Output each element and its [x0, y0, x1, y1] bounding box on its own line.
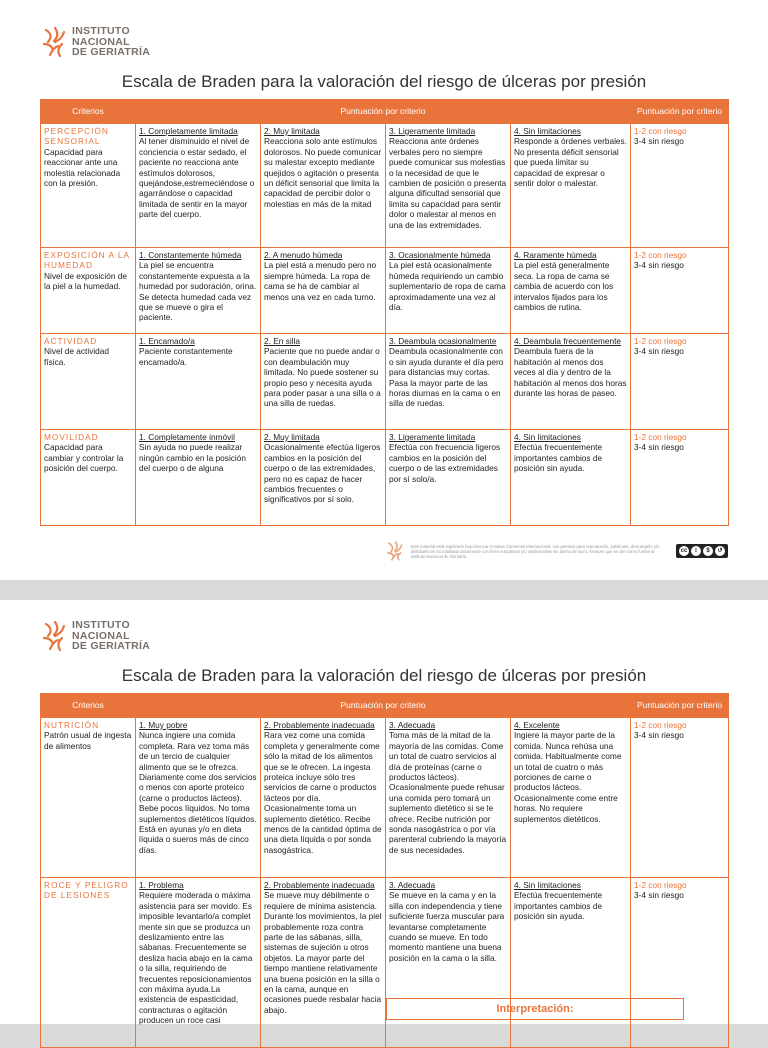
option-heading: 3. Ocasionalmente húmeda [389, 250, 491, 260]
option-description: Efectúa con frecuencia ligeros cambios en la posición del cuerpo o de las extremidades por sí solo/a. [389, 442, 501, 484]
criterion-row [41, 430, 729, 526]
option-heading: 1. Completamente limitada [139, 126, 238, 136]
option-description: Rara vez come una comida completa y generalmente come sólo la mitad de los alimentos que se le ofrecen. La ingesta proteica incluye sólo tres servicios de carne o productos lácteos por día. Ocasionalmente toma un suplemento dietético. Recibe menos de la cantidad óptima de una dieta líquida o por sonda nasogástrica. [264, 730, 382, 855]
criterion-cell [41, 124, 136, 248]
logo-line-1: INSTITUTO [72, 619, 130, 631]
option-heading: 2. Muy limitada [264, 126, 320, 136]
option-heading: 2. Probablemente inadecuada [264, 880, 375, 890]
option-cell [136, 334, 261, 430]
option-cell [136, 124, 261, 248]
puntuacion-header: Puntuación por criterio [136, 694, 631, 718]
logo-line-2: NACIONAL [72, 35, 130, 48]
option-cell [511, 248, 631, 334]
score-cell [631, 878, 729, 1048]
option-heading: 4. Excelente [514, 720, 560, 730]
option-cell [136, 248, 261, 334]
option-heading: 2. Probablemente inadecuada [264, 720, 375, 730]
score-norisk: 3-4 sin riesgo [634, 442, 684, 453]
option-description: Reacciona ante órdenes verbales pero no siempre puede comunicar sus molestias o la necesidad de que le cambien de posición o presenta alguna dificultad sensorial que limita su capacidad para sentir dolor o malestar al menos en una de las extremidades. [389, 136, 507, 230]
option-description: La piel está a menudo pero no siempre húmeda. La ropa de cama se ha de cambiar al menos una vez en cada turno. [264, 260, 377, 302]
score-cell [631, 430, 729, 526]
cc-icon: cc [680, 548, 688, 554]
option-description: Al tener disminuido el nivel de conciencia o estar sedado, el paciente no reacciona ante estímulos dolorosos, quejándose,estremeciéndose o agarrándose o capacidad limitada de sentir en la mayor parte del cuerpo. [139, 136, 255, 220]
by-icon: i [691, 546, 701, 556]
criterion-description: Patrón usual de ingesta de alimentos [44, 730, 132, 751]
score-risk: 1-2 con riesgo [634, 432, 687, 442]
interpretacion-box: Interpretación: [386, 998, 684, 1020]
option-cell [386, 248, 511, 334]
option-heading: 1. Constantemente húmeda [139, 250, 242, 260]
option-cell [261, 718, 386, 878]
option-description: Reacciona solo ante estímulos dolorosos. No puede comunicar su malestar excepto mediante quejidos o agitación o presenta un déficit sensorial que limita la capacidad de percibir dolor o molestias en más de la mitad [264, 136, 382, 209]
option-heading: 4. Deambula frecuentemente [514, 336, 622, 346]
option-cell [386, 334, 511, 430]
option-heading: 2. En silla [264, 336, 300, 346]
geriatria-logo-icon [40, 620, 70, 654]
score-risk: 1-2 con riesgo [634, 250, 687, 260]
option-cell [261, 334, 386, 430]
logo-line-3: DE GERIATRÍA [72, 640, 151, 652]
criterion-row [41, 248, 729, 334]
option-cell [386, 878, 511, 1048]
institute-logo [40, 26, 150, 60]
option-description: Efectúa frecuentemente importantes cambios de posición sin ayuda. [514, 890, 603, 922]
option-heading: 3. Ligeramente limitada [389, 126, 476, 136]
option-cell [386, 718, 511, 878]
criterion-name: ACTIVIDAD [44, 336, 98, 346]
braden-table-page-2 [40, 693, 729, 1048]
option-heading: 4. Sin limitaciones [514, 126, 581, 136]
score-risk: 1-2 con riesgo [634, 880, 687, 890]
option-cell [511, 718, 631, 878]
braden-table-page-1 [40, 99, 729, 526]
score-norisk: 3-4 sin riesgo [634, 136, 684, 147]
option-heading: 2. Muy limitada [264, 432, 320, 442]
criterion-cell [41, 718, 136, 878]
score-risk: 1-2 con riesgo [634, 336, 687, 346]
score-norisk: 3-4 sin riesgo [634, 730, 684, 741]
option-heading: 3. Ligeramente limitada [389, 432, 476, 442]
criterion-name: ROCE Y PELIGRO DE LESIONES [44, 880, 129, 901]
option-heading: 4. Sin limitaciones [514, 880, 581, 890]
criterion-row [41, 334, 729, 430]
criterios-header: Criterios [41, 100, 136, 124]
criterion-cell [41, 334, 136, 430]
logo-line-3: DE GERIATRÍA [72, 46, 151, 58]
license-text: Este material está registrado bajo licencia Creative Commons Internacional, con permiso para reproducirlo, publicarlo, descargarlo y/o distribuirlo en su totalidad únicamente con fines educativos y/o asistenciales sin ánimo de lucro, siempre que se cite como fuente al Instituto Nacional de Geriatría. [410, 543, 660, 559]
criterios-header: Criterios [41, 694, 136, 718]
option-cell [386, 430, 511, 526]
criterion-cell [41, 248, 136, 334]
option-cell [261, 124, 386, 248]
option-cell [511, 334, 631, 430]
option-cell [386, 124, 511, 248]
option-description: Toma más de la mitad de la mayoría de las comidas. Come un total de cuatro servicios al día de proteínas (carne o productos lácteos). Ocasionalmente puede rehusar una comida pero tomará un suplemento dietético si se le ofrece. Recibe nutrición por sonda nasogástrica o por vía parenteral cubriendo la mayoría de sus necesidades. [389, 730, 507, 855]
score-risk: 1-2 con riesgo [634, 126, 687, 136]
option-heading: 4. Sin limitaciones [514, 432, 581, 442]
option-description: Deambula ocasionalmente con o sin ayuda durante el día pero para distancias muy cortas. Pasa la mayor parte de las horas diurnas en la cama o en silla de ruedas. [389, 346, 504, 409]
option-description: Ingiere la mayor parte de la comida. Nunca rehúsa una comida. Habitualmente come un total de cuatro o más porciones de carne o productos lácteos. Ocasionalmente come entre horas. No requiere suplementos dietéticos. [514, 730, 622, 824]
option-heading: 4. Raramente húmeda [514, 250, 597, 260]
option-description: Efectúa frecuentemente importantes cambios de posición sin ayuda. [514, 442, 603, 474]
creative-commons-badge[interactable] [676, 544, 728, 558]
sa-icon: ↺ [715, 546, 725, 556]
score-cell [631, 248, 729, 334]
score-header: Puntuación por criterio [631, 100, 729, 124]
score-risk: 1-2 con riesgo [634, 720, 687, 730]
option-description: Se mueve en la cama y en la silla con independencia y tiene suficiente fuerza muscular para levantarse completamente cuando se mueve. En todo momento mantiene una buena posición en la cama o la silla. [389, 890, 505, 963]
option-cell [136, 718, 261, 878]
criterion-name: EXPOSICIÓN A LA HUMEDAD [44, 250, 130, 271]
option-description: Responde a órdenes verbales. No presenta déficit sensorial que pueda limitar su capacidad de expresar o sentir dolor o malestar. [514, 136, 628, 189]
page-2 [0, 600, 768, 1024]
geriatria-logo-icon [40, 26, 70, 60]
criterion-description: Nivel de exposición de la piel a la humedad. [44, 270, 128, 292]
option-description: La piel está generalmente seca. La ropa de cama se cambia de acuerdo con los intervalos fijados para los cambios de rutina. [514, 260, 614, 313]
institute-logo-2 [40, 620, 150, 654]
option-heading: 1. Completamente inmóvil [139, 432, 235, 442]
criterion-description: Capacidad para cambiar y controlar la posición del cuerpo. [44, 442, 124, 474]
criterion-description: Nivel de actividad física. [44, 346, 110, 367]
table-header [41, 694, 729, 718]
score-cell [631, 334, 729, 430]
option-heading: 1. Encamado/a [139, 336, 195, 346]
option-heading: 3. Adecuada [389, 720, 436, 730]
logo-line-1: INSTITUTO [72, 25, 130, 37]
page-title: Escala de Braden para la valoración del riesgo de úlceras por presión [121, 72, 647, 91]
option-description: Sin ayuda no puede realizar ningún cambio en la posición del cuerpo o de alguna [139, 442, 247, 474]
option-heading: 1. Muy pobre [139, 720, 188, 730]
option-description: Paciente constantemente encamado/a. [139, 346, 233, 367]
score-cell [631, 124, 729, 248]
option-description: La piel está ocasionalmente húmeda requiriendo un cambio suplementario de ropa de cama aproximadamente una vez al día. [389, 260, 506, 313]
puntuacion-header: Puntuación por criterio [136, 100, 631, 124]
option-cell [511, 124, 631, 248]
option-cell [136, 430, 261, 526]
option-description: Ocasionalmente efectúa ligeros cambios en la posición del cuerpo o de las extremidades, pero no es capaz de hacer cambios frecuentes o significativos por sí solo. [264, 442, 381, 505]
table-header [41, 100, 729, 124]
page-title-2: Escala de Braden para la valoración del riesgo de úlceras por presión [121, 666, 647, 685]
option-description: La piel se encuentra constantemente expuesta a la humedad por sudoración, orina. Se detecta humedad cada vez que se mueve o gira el paciente. [139, 260, 257, 323]
criterion-name: NUTRICIÓN [44, 720, 100, 730]
criterion-row [41, 878, 729, 1048]
criterion-description: Capacidad para reaccionar ante una molestia relacionada con la presión. [44, 146, 121, 189]
institute-small-logo-icon [385, 540, 407, 562]
logo-line-2: NACIONAL [72, 629, 130, 642]
license-block [385, 540, 728, 562]
option-heading: 2. A menudo húmeda [264, 250, 343, 260]
criterion-name: PERCEPCIÓN SENSORIAL [44, 126, 109, 147]
option-cell [511, 430, 631, 526]
option-heading: 3. Adecuada [389, 880, 436, 890]
nc-icon: $ [703, 546, 713, 556]
option-cell [136, 878, 261, 1048]
option-description: Paciente que no puede andar o con deambulación muy limitada. No puede sostener su propio peso y necesita ayuda para poder pasar a una silla o a una silla de ruedas. [264, 346, 381, 409]
option-description: Deambula fuera de la habitación al menos dos veces al día y dentro de la habitación al menos dos horas durante las horas de paseo. [514, 346, 627, 399]
option-cell [261, 248, 386, 334]
option-description: Se mueve muy débilmente o requiere de mínima asistencia. Durante los movimientos, la piel probablemente roza contra parte de las sábanas, silla, sistemas de sujeción u otros objetos. La mayor parte del tiempo mantiene relativamente una buena posición en la silla o en la cama, aunque en ocasiones puede resbalar hacia abajo. [264, 890, 382, 1015]
option-cell [511, 878, 631, 1048]
option-heading: 3. Deambula ocasionalmente [389, 336, 497, 346]
option-description: Nunca ingiere una comida completa. Rara vez toma más de un tercio de cualquier alimento que se le ofrezca. Diariamente come dos servicios o menos con aporte proteico (carne o productos lácteos). Bebe pocos líquidos. No toma suplementos dietéticos líquidos. Está en ayunas y/o en dieta líquida o sueros más de cinco días. [139, 730, 257, 855]
score-header: Puntuación por criterio [631, 694, 729, 718]
option-cell [261, 878, 386, 1048]
criterion-cell [41, 430, 136, 526]
option-cell [261, 430, 386, 526]
criterion-name: MOVILIDAD [44, 432, 99, 442]
option-heading: 1. Problema [139, 880, 184, 890]
score-norisk: 3-4 sin riesgo [634, 260, 684, 271]
criterion-cell [41, 878, 136, 1048]
option-description: Requiere moderada o máxima asistencia para ser movido. Es imposible levantarlo/a complet mente sin que se produzca un deslizamiento entre las sábanas. Frecuentemente se desliza hacia abajo en la cama o la silla, requiriendo de frecuentes reposicionamientos con máxima ayuda.La existencia de espasticidad, contracturas o agitación producen un roce casi [139, 890, 253, 1026]
criterion-row [41, 124, 729, 248]
score-norisk: 3-4 sin riesgo [634, 346, 684, 357]
score-norisk: 3-4 sin riesgo [634, 890, 684, 901]
criterion-row [41, 718, 729, 878]
score-cell [631, 718, 729, 878]
